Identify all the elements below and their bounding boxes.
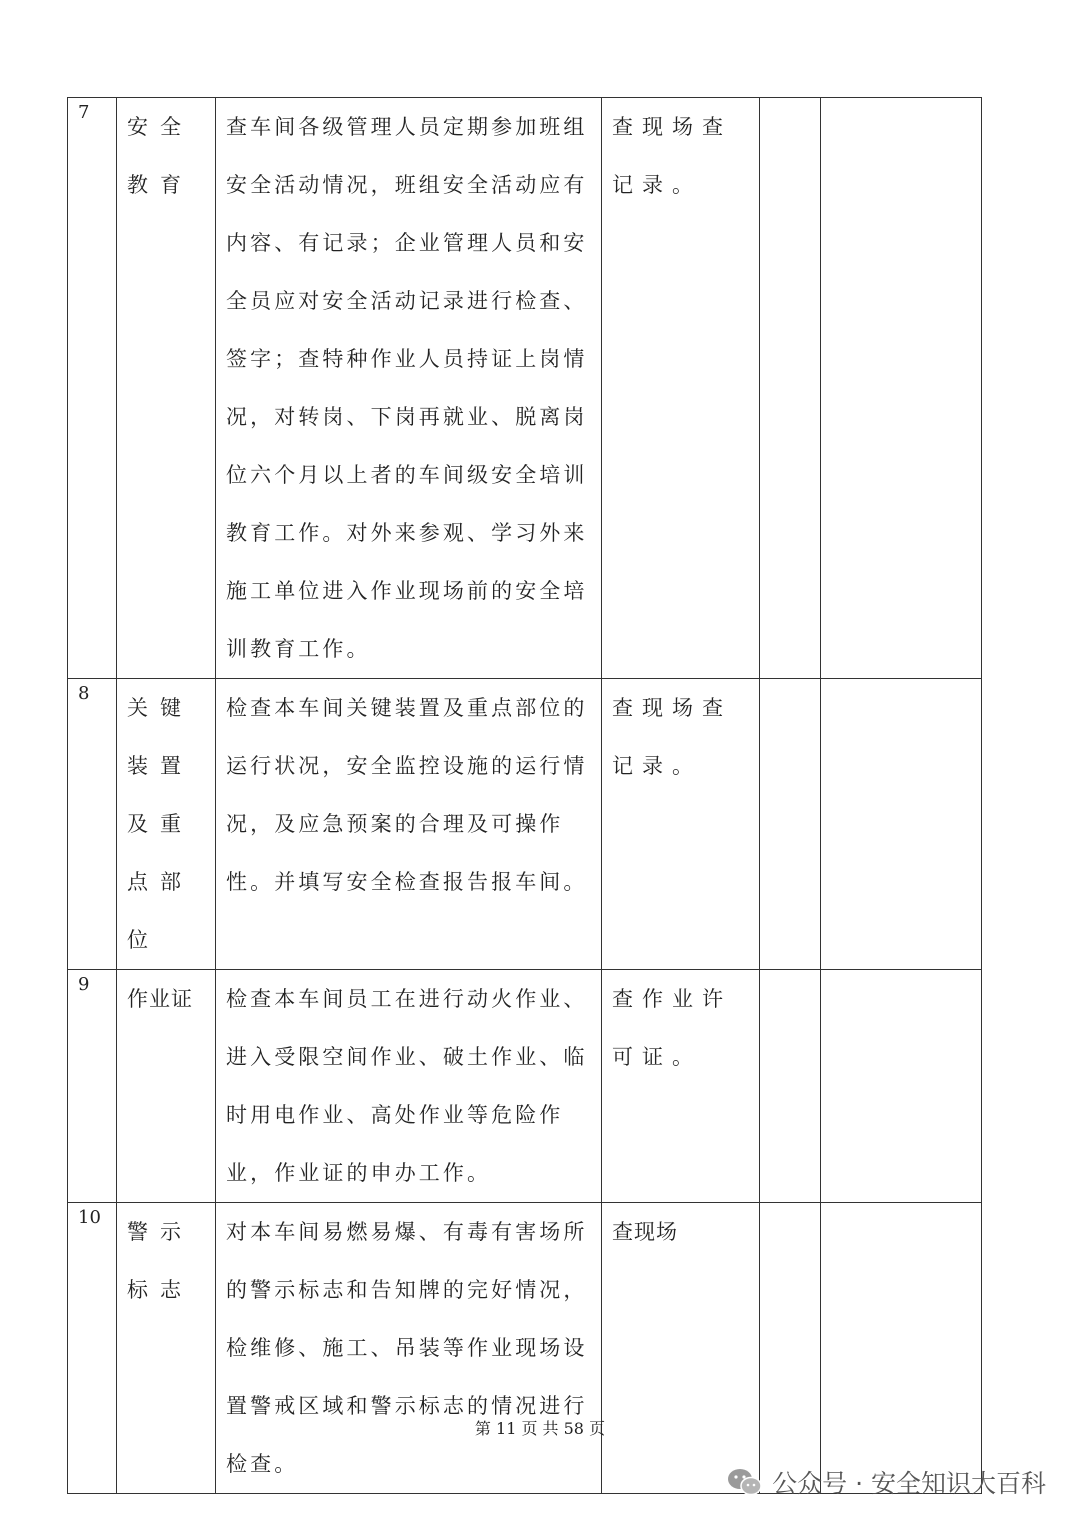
row-blank-cell [760,98,821,679]
table-row [68,1203,982,1494]
row-blank-cell [760,1203,821,1494]
row-blank-cell [821,1203,982,1494]
row-item: 安全教育 [117,98,216,679]
row-method: 查作业许可证。 [602,970,760,1203]
row-item: 警示标志 [117,1203,216,1494]
table-row [68,98,982,679]
wechat-logo-icon [726,1467,764,1497]
watermark [726,1462,1046,1502]
table-row [68,970,982,1203]
row-number: 7 [68,98,117,679]
row-number: 8 [68,679,117,970]
row-method: 查现场 [602,1203,760,1494]
row-blank-cell [821,98,982,679]
page-number: 第 11 页 共 58 页 [474,1419,606,1438]
row-blank-cell [821,970,982,1203]
inspection-checklist-table [67,97,982,1494]
row-method: 查现场查记录。 [602,679,760,970]
row-item: 关键装置及重点部位 [117,679,216,970]
table-row [68,679,982,970]
row-method: 查现场查记录。 [602,98,760,679]
row-blank-cell [760,679,821,970]
row-blank-cell [821,679,982,970]
row-content: 检查本车间员工在进行动火作业、进入受限空间作业、破土作业、临时用电作业、高处作业等危险作业，作业证的申办工作。 [216,970,602,1203]
row-content: 检查本车间关键装置及重点部位的运行状况，安全监控设施的运行情况，及应急预案的合理及可操作性。并填写安全检查报告报车间。 [216,679,602,970]
row-number: 10 [68,1203,117,1494]
row-blank-cell [760,970,821,1203]
watermark-text: 公众号 · 安全知识大百科 [772,1469,1046,1498]
row-content: 查车间各级管理人员定期参加班组安全活动情况，班组安全活动应有内容、有记录；企业管理人员和安全员应对安全活动记录进行检查、签字；查特种作业人员持证上岗情况，对转岗、下岗再就业、脱离岗位六个月以上者的车间级安全培训教育工作。对外来参观、学习外来施工单位进入作业现场前的安全培训教育工作。 [216,98,602,679]
row-content: 对本车间易燃易爆、有毒有害场所的警示标志和告知牌的完好情况，检维修、施工、吊装等作业现场设置警戒区域和警示标志的情况进行检查。 [216,1203,602,1494]
row-item: 作业证 [117,970,216,1203]
row-number: 9 [68,970,117,1203]
